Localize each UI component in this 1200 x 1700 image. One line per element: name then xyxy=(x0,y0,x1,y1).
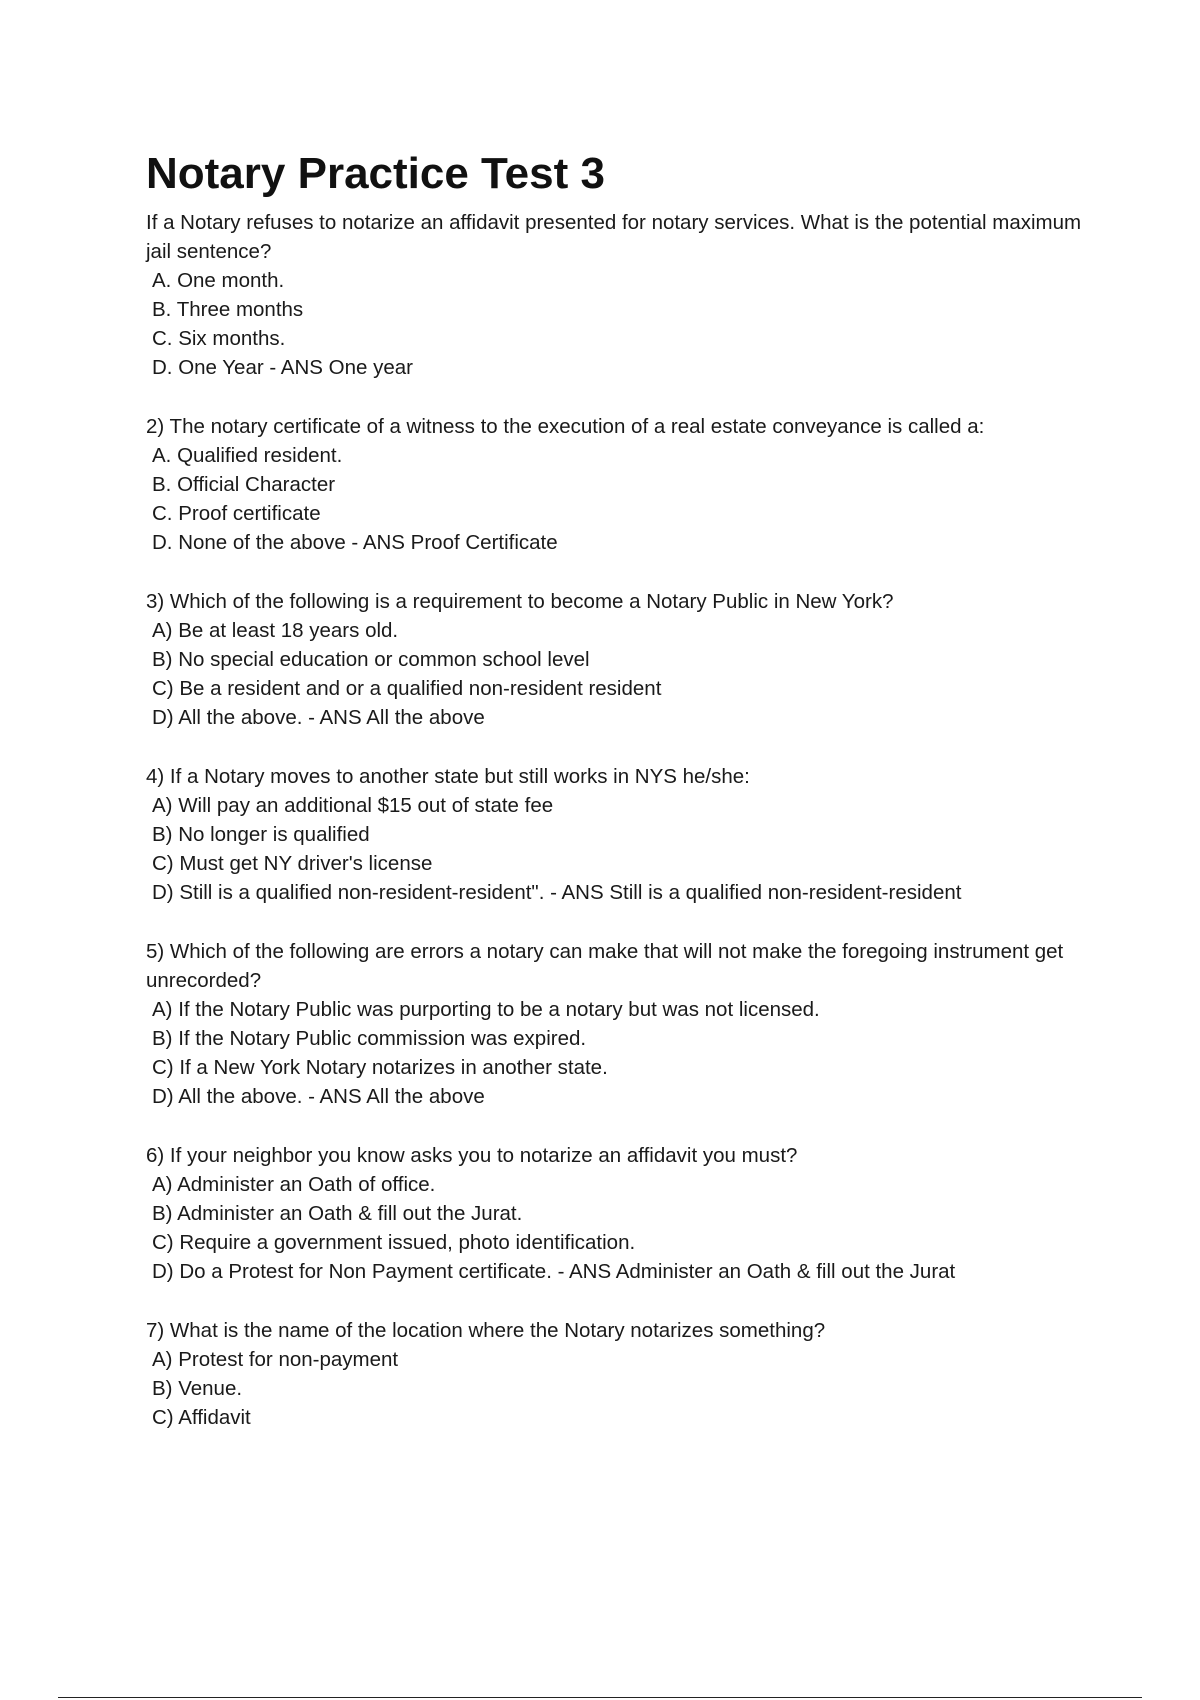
question-1 xyxy=(146,208,1086,382)
footer-divider xyxy=(58,1697,1142,1698)
option-d: D) All the above. - ANS All the above xyxy=(152,706,485,729)
question-4 xyxy=(146,762,1086,907)
option-list xyxy=(146,1170,1086,1286)
option-list xyxy=(146,616,1086,732)
option-a: A. Qualified resident. xyxy=(152,444,343,467)
question-text: If a Notary refuses to notarize an affidavit presented for notary services. What is the potential maximum jail sentence? xyxy=(146,211,1082,263)
option-b: B) No special education or common school level xyxy=(152,648,590,671)
option-b: B) If the Notary Public commission was expired. xyxy=(152,1027,587,1050)
option-d: D) Still is a qualified non-resident-resident". - ANS Still is a qualified non-resident-resident xyxy=(152,881,962,904)
option-b: B) Administer an Oath & fill out the Jurat. xyxy=(152,1202,523,1225)
option-list xyxy=(146,266,1086,382)
question-text: 5) Which of the following are errors a notary can make that will not make the foregoing instrument get unrecorded? xyxy=(146,940,1064,992)
question-6 xyxy=(146,1141,1086,1286)
option-a: A) Protest for non-payment xyxy=(152,1348,399,1371)
option-a: A) If the Notary Public was purporting to be a notary but was not licensed. xyxy=(152,998,820,1021)
question-3 xyxy=(146,587,1086,732)
question-5 xyxy=(146,937,1086,1111)
option-d: D) All the above. - ANS All the above xyxy=(152,1085,485,1108)
option-c: C) If a New York Notary notarizes in another state. xyxy=(152,1056,608,1079)
question-2 xyxy=(146,412,1086,557)
option-c: C) Be a resident and or a qualified non-resident resident xyxy=(152,677,662,700)
question-text: 2) The notary certificate of a witness to the execution of a real estate conveyance is called a: xyxy=(146,415,985,438)
option-c: C) Must get NY driver's license xyxy=(152,852,433,875)
option-list xyxy=(146,995,1086,1111)
option-d: D. None of the above - ANS Proof Certificate xyxy=(152,531,558,554)
question-text: 3) Which of the following is a requirement to become a Notary Public in New York? xyxy=(146,590,894,613)
option-a: A. One month. xyxy=(152,269,285,292)
option-b: B) No longer is qualified xyxy=(152,823,370,846)
question-text: 4) If a Notary moves to another state but still works in NYS he/she: xyxy=(146,765,750,788)
option-b: B. Official Character xyxy=(152,473,336,496)
option-c: C. Proof certificate xyxy=(152,502,321,525)
option-c: C) Require a government issued, photo identification. xyxy=(152,1231,636,1254)
question-text: 6) If your neighbor you know asks you to notarize an affidavit you must? xyxy=(146,1144,798,1167)
document-page xyxy=(146,148,1086,1462)
option-c: C. Six months. xyxy=(152,327,286,350)
option-a: A) Administer an Oath of office. xyxy=(152,1173,436,1196)
option-b: B. Three months xyxy=(152,298,304,321)
option-b: B) Venue. xyxy=(152,1377,243,1400)
option-list xyxy=(146,441,1086,557)
option-c: C) Affidavit xyxy=(152,1406,251,1429)
question-7 xyxy=(146,1316,1086,1432)
option-d: D. One Year - ANS One year xyxy=(152,356,413,379)
question-text: 7) What is the name of the location where the Notary notarizes something? xyxy=(146,1319,826,1342)
option-a: A) Will pay an additional $15 out of state fee xyxy=(152,794,554,817)
page-title: Notary Practice Test 3 xyxy=(146,149,605,198)
option-a: A) Be at least 18 years old. xyxy=(152,619,399,642)
option-list xyxy=(146,791,1086,907)
option-d: D) Do a Protest for Non Payment certificate. - ANS Administer an Oath & fill out the Jurat xyxy=(152,1260,956,1283)
option-list xyxy=(146,1345,1086,1432)
